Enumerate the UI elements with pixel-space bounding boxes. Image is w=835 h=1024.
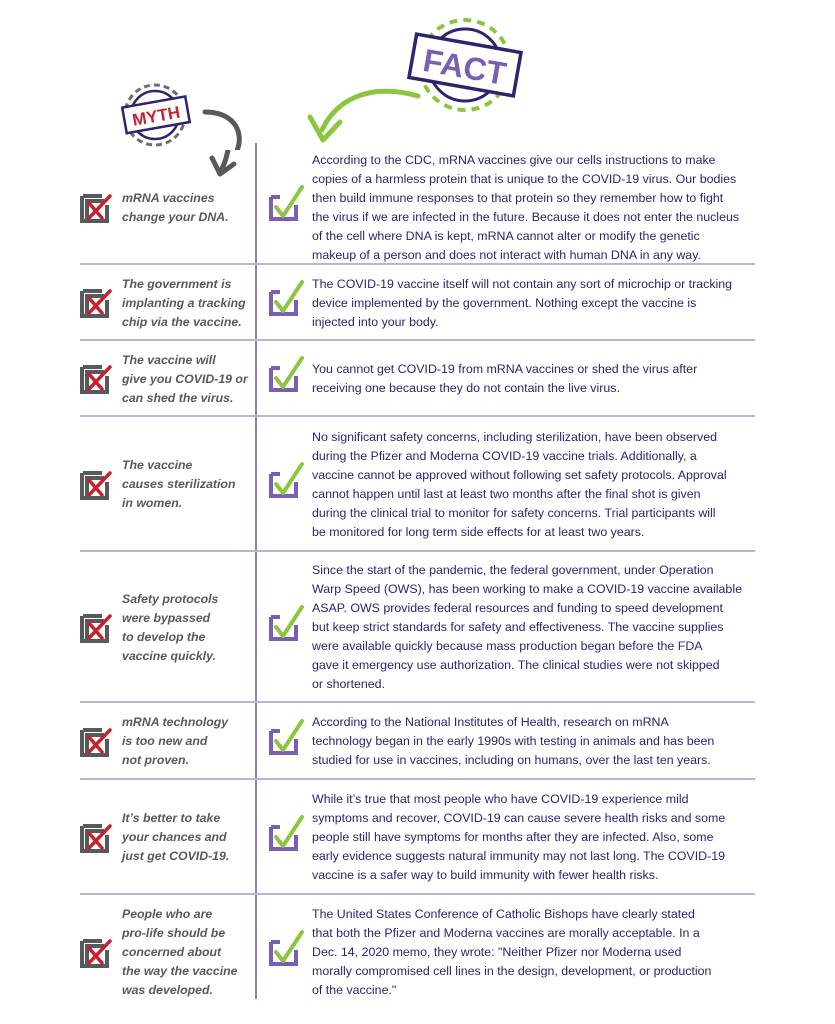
myth-text-line: change your DNA.: [122, 209, 229, 224]
fact-cell: [268, 552, 755, 703]
x-box-icon: [80, 193, 112, 223]
fact-cell: [268, 417, 755, 552]
myth-text-line: It’s better to take: [122, 811, 221, 825]
myth-text-line: causes sterilization: [122, 477, 236, 491]
fact-text-line: ASAP. OWS provides federal resources and funding to speed development: [312, 601, 723, 615]
myth-cell: [80, 703, 252, 780]
fact-text-line: device implemented by the government. Nothing except the vaccine is: [312, 295, 697, 310]
fact-text-line: Since the start of the pandemic, the federal government, under Operation: [312, 563, 714, 577]
fact-text-line: morally compromised cell lines in the design, development, or production: [312, 964, 712, 978]
myth-text-line: can shed the virus.: [122, 390, 234, 405]
check-box-icon: [268, 278, 304, 318]
fact-text-line: but keep strict standards for safety and effectiveness. The vaccine supplies: [312, 620, 724, 634]
check-box-icon: [268, 928, 304, 968]
check-box-icon: [268, 460, 304, 500]
fact-text: [312, 790, 725, 885]
fact-text-line: of the vaccine.": [312, 983, 397, 997]
myth-fact-row: [80, 150, 755, 265]
myth-text-line: mRNA vaccines: [122, 190, 215, 205]
fact-text: [312, 561, 742, 694]
myth-cell: [80, 265, 252, 341]
fact-text: [312, 713, 714, 770]
myth-text-line: your chances and: [122, 830, 227, 844]
myth-text-line: Safety protocols: [122, 591, 219, 606]
myth-text: [122, 275, 246, 332]
fact-text-line: makeup of a person and does not interact with human DNA in any way.: [312, 247, 701, 262]
fact-text: [312, 275, 732, 332]
myth-text-line: is too new and: [122, 734, 208, 748]
fact-cell: [268, 703, 755, 780]
myth-text-line: mRNA technology: [122, 715, 229, 729]
fact-text-line: cannot happen until last at least two months after the final shot is given: [312, 486, 701, 501]
myth-fact-row: [80, 552, 755, 703]
myth-text-line: not proven.: [122, 753, 189, 767]
fact-text-line: You cannot get COVID-19 from mRNA vaccines or shed the virus after: [312, 362, 698, 376]
fact-text-line: copies of a harmless protein that is unique to the COVID-19 virus. Our bodies: [312, 171, 737, 186]
fact-text: [312, 428, 727, 542]
check-box-icon: [268, 354, 304, 394]
fact-cell: [268, 895, 755, 1010]
fact-cell: [268, 265, 755, 341]
fact-text-line: symptoms and recover, COVID-19 can cause severe health risks and some: [312, 811, 726, 825]
myth-cell: [80, 417, 252, 552]
myth-fact-row: [80, 417, 755, 552]
myth-text-line: to develop the: [122, 629, 206, 644]
x-box-icon: [80, 823, 112, 853]
myth-text-line: the way the vaccine: [122, 964, 238, 978]
myth-text: [122, 713, 228, 770]
fact-text: [312, 360, 697, 398]
fact-text-line: or shortened.: [312, 677, 386, 691]
myth-fact-row: [80, 341, 755, 417]
check-box-icon: [268, 717, 304, 757]
myth-text-line: vaccine quickly.: [122, 648, 216, 663]
myth-cell: [80, 552, 252, 703]
x-box-icon: [80, 613, 112, 643]
myth-text-line: implanting a tracking: [122, 295, 246, 310]
fact-text: [312, 151, 739, 265]
myth-text-line: The vaccine: [122, 458, 193, 472]
check-box-icon: [268, 183, 304, 223]
check-box-icon: [268, 813, 304, 853]
myth-fact-row: [80, 895, 755, 1010]
fact-text-line: during the clinical trial to monitor for safety concerns. Trial participants will: [312, 505, 716, 520]
myth-text-line: pro-life should be: [122, 926, 226, 940]
fact-text-line: No significant safety concerns, including sterilization, have been observed: [312, 429, 717, 444]
myth-fact-row: [80, 703, 755, 780]
fact-text-line: According to the National Institutes of Health, research on mRNA: [312, 715, 669, 729]
myth-text-line: The government is: [122, 276, 232, 291]
myth-cell: [80, 150, 252, 265]
x-box-icon: [80, 470, 112, 500]
myth-text-line: were bypassed: [122, 610, 211, 625]
myth-fact-row: [80, 265, 755, 341]
fact-text-line: The COVID-19 vaccine itself will not contain any sort of microchip or tracking: [312, 276, 733, 291]
fact-cell: [268, 341, 755, 417]
fact-text: [312, 905, 711, 1000]
fact-text-line: be monitored for long term side effects for at least two years.: [312, 524, 645, 539]
myth-cell: [80, 341, 252, 417]
fact-text-line: receiving one because they do not contain the live virus.: [312, 381, 620, 395]
myth-text-line: was developed.: [122, 983, 213, 997]
myth-text-line: The vaccine will: [122, 352, 216, 367]
x-box-icon: [80, 727, 112, 757]
myth-cell: [80, 895, 252, 1010]
fact-stamp: [409, 20, 521, 110]
myth-text-line: People who are: [122, 907, 213, 921]
fact-text-line: that both the Pfizer and Moderna vaccines are morally acceptable. In a: [312, 926, 700, 940]
myth-text: [122, 456, 235, 513]
myth-stamp: [122, 85, 190, 145]
myth-text: [122, 905, 238, 1000]
fact-text-line: Dec. 14, 2020 memo, they wrote: "Neither Pfizer nor Moderna used: [312, 945, 682, 959]
header-art: [0, 0, 835, 150]
myth-text-line: chip via the vaccine.: [122, 314, 242, 329]
myth-label: MYTH: [130, 102, 182, 130]
fact-cell: [268, 780, 755, 895]
fact-text-line: the virus if we are infected in the future. Because it does not enter the nucleus: [312, 209, 740, 224]
myth-text-line: concerned about: [122, 945, 222, 959]
fact-text-line: According to the CDC, mRNA vaccines give our cells instructions to make: [312, 152, 716, 167]
myth-text: [122, 189, 229, 227]
fact-text-line: during the Pfizer and Moderna COVID-19 vaccine trials. Additionally, a: [312, 448, 697, 463]
fact-text-line: vaccine cannot be approved without following set safety protocols. Approval: [312, 467, 727, 482]
myth-text: [122, 809, 229, 866]
fact-text-line: technology began in the early 1990s with testing in animals and has been: [312, 734, 715, 748]
fact-text-line: While it’s true that most people who have COVID-19 experience mild: [312, 792, 689, 806]
myth-text-line: in women.: [122, 496, 183, 510]
x-box-icon: [80, 938, 112, 968]
myth-text: [122, 351, 248, 408]
myth-text-line: just get COVID-19.: [122, 849, 230, 863]
fact-text-line: people still have symptoms for months after they are infected. Also, some: [312, 830, 714, 844]
fact-text-line: were available quickly because mass production began before the FDA: [312, 639, 703, 653]
fact-text-line: Warp Speed (OWS), has been working to make a COVID-19 vaccine available: [312, 582, 742, 596]
x-box-icon: [80, 288, 112, 318]
check-box-icon: [268, 603, 304, 643]
fact-text-line: then build immune responses to that protein so they remember how to fight: [312, 190, 724, 205]
fact-text-line: early evidence suggests natural immunity may not last long. The COVID-19: [312, 849, 725, 863]
x-box-icon: [80, 364, 112, 394]
myth-text-line: give you COVID-19 or: [122, 371, 248, 386]
myth-text: [122, 590, 218, 666]
fact-text-line: gave it emergency use authorization. The clinical studies were not skipped: [312, 658, 720, 672]
fact-cell: [268, 150, 755, 265]
fact-text-line: of the cell where DNA is kept, mRNA cannot alter or modify the genetic: [312, 228, 700, 243]
fact-text-line: vaccine is a safer way to build immunity with fewer health risks.: [312, 868, 659, 882]
myth-fact-row: [80, 780, 755, 895]
fact-text-line: The United States Conference of Catholic Bishops have clearly stated: [312, 907, 695, 921]
fact-text-line: studied for use in vaccines, including on humans, over the last ten years.: [312, 753, 711, 767]
fact-label: FACT: [420, 41, 509, 92]
myth-cell: [80, 780, 252, 895]
myth-arrow-icon: [205, 112, 239, 150]
fact-text-line: injected into your body.: [312, 314, 439, 329]
